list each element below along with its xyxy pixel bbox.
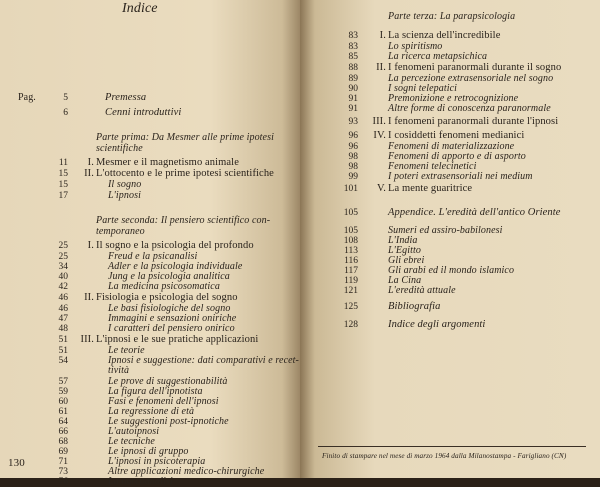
toc-entry-sub: Il sogno xyxy=(108,179,142,190)
toc-page-number: 93 xyxy=(348,117,358,127)
toc-page-number: 61 xyxy=(58,407,68,417)
toc-chapter-numeral: II. xyxy=(376,62,386,73)
toc-entry-sub: La ricerca metapsichica xyxy=(388,51,488,62)
toc-chapter-numeral: I. xyxy=(87,157,94,168)
toc-page-number: 90 xyxy=(348,84,358,94)
toc-page-number: 76 xyxy=(58,477,68,487)
toc-entry-sub: Sumeri ed assiro-babilonesi xyxy=(388,225,503,236)
toc-entry-section: Premessa xyxy=(105,92,147,103)
toc-entry-sub: Fenomeni di apporto e di asporto xyxy=(388,151,526,162)
toc-page-number: 83 xyxy=(348,42,358,52)
toc-entry-chapter: I cosiddetti fenomeni medianici xyxy=(388,130,525,141)
toc-page-number: 59 xyxy=(58,387,68,397)
toc-page-number: 68 xyxy=(58,437,68,447)
toc-entry-sub: L'eredità attuale xyxy=(388,285,456,296)
toc-page-number: 125 xyxy=(343,302,358,312)
toc-entry-sub: I poteri extrasensoriali nei medium xyxy=(388,171,533,182)
toc-page-number: 91 xyxy=(348,104,358,114)
toc-entry-sub: Freud e la psicanalisi xyxy=(108,251,198,262)
toc-entry-chapter: Mesmer e il magnetismo animale xyxy=(96,157,239,168)
toc-page-number: 64 xyxy=(58,417,68,427)
toc-entry-sub: L'India xyxy=(388,235,418,246)
toc-page-number: 85 xyxy=(348,52,358,62)
toc-page-number: 101 xyxy=(343,184,358,194)
toc-page-number: 71 xyxy=(58,457,68,467)
toc-chapter-numeral: IV. xyxy=(373,130,386,141)
toc-entry-sub: Le teorie xyxy=(108,345,145,356)
toc-page-number: 105 xyxy=(343,208,358,218)
toc-page-number: 113 xyxy=(344,246,358,256)
toc-entry-sub: L'Egitto xyxy=(388,245,421,256)
toc-page-number: 25 xyxy=(58,241,68,251)
toc-entry-part: Parte prima: Da Mesmer alle prime ipotesi xyxy=(96,132,274,143)
toc-page-number: 98 xyxy=(348,162,358,172)
toc-page-number: 15 xyxy=(58,169,68,179)
toc-entry-sub: Premonizione e retrocognizione xyxy=(388,93,519,104)
toc-entry-chapter: L'ipnosi e le sue pratiche applicazioni xyxy=(96,334,259,345)
toc-entry-part: scientifiche xyxy=(96,143,143,154)
index-title: Indice xyxy=(122,1,158,16)
toc-entry-sub: Gli arabi ed il mondo islamico xyxy=(388,265,515,276)
toc-page-number: 69 xyxy=(58,447,68,457)
toc-page-number: 96 xyxy=(348,142,358,152)
toc-entry-sub: Adler e la psicologia individuale xyxy=(108,261,243,272)
toc-entry-chapter: I fenomeni paranormali durante il sogno xyxy=(388,62,562,73)
toc-entry-sub: La Cina xyxy=(388,275,422,286)
toc-entry-sub: Le ipnosi di gruppo xyxy=(108,446,189,457)
colophon-rule xyxy=(318,446,586,447)
toc-page-number: 119 xyxy=(344,276,358,286)
toc-entry-sub: L'ipnosi xyxy=(108,190,141,201)
toc-entry-section: Bibliografia xyxy=(388,301,441,312)
toc-chapter-numeral: I. xyxy=(87,240,94,251)
toc-entry-part: Parte seconda: Il pensiero scientifico con- xyxy=(96,215,271,226)
toc-entry-sub: I caratteri del pensiero onirico xyxy=(108,323,235,334)
toc-page-number: 60 xyxy=(58,397,68,407)
toc-page-number: 73 xyxy=(58,467,68,477)
toc-entry-chapter: Fisiologia e psicologia del sogno xyxy=(96,292,238,303)
toc-page-number: 40 xyxy=(58,272,68,282)
toc-page-number: 121 xyxy=(343,286,358,296)
toc-page-number: 5 xyxy=(63,93,68,103)
toc-entry-sub: Fenomeni di materializzazione xyxy=(388,141,515,152)
toc-page-number: 96 xyxy=(348,131,358,141)
toc-entry-sub: tività xyxy=(108,365,130,376)
toc-entry-chapter: I fenomeni paranormali durante l'ipnosi xyxy=(388,116,559,127)
right-page xyxy=(300,0,600,478)
toc-page-number: 108 xyxy=(343,236,358,246)
toc-entry-sub: Fasi e fenomeni dell'ipnosi xyxy=(108,396,219,407)
toc-entry-sub: Lo spiritismo xyxy=(388,41,443,52)
toc-entry-chapter: Il sogno e la psicologia del profondo xyxy=(96,240,254,251)
toc-page-number: 15 xyxy=(58,180,68,190)
toc-page-number: 98 xyxy=(348,152,358,162)
toc-entry-sub: La regressione di età xyxy=(108,406,195,417)
toc-page-number: 57 xyxy=(58,377,68,387)
page-label: Pag. xyxy=(18,92,36,103)
toc-entry-sub: I sogni telepatici xyxy=(388,83,458,94)
toc-entry-sub: Altre applicazioni medico-chirurgiche xyxy=(108,466,265,477)
toc-page-number: 17 xyxy=(58,191,68,201)
toc-entry-chapter: L'ottocento e le prime ipotesi scientifiche xyxy=(96,168,274,179)
toc-entry-chapter: La scienza dell'incredibile xyxy=(388,30,501,41)
toc-page-number: 51 xyxy=(58,346,68,356)
toc-page-number: 11 xyxy=(58,158,68,168)
toc-chapter-numeral: III. xyxy=(80,334,94,345)
toc-entry-sub: Immagini e sensazioni oniriche xyxy=(108,313,237,324)
toc-chapter-numeral: II. xyxy=(84,292,94,303)
toc-entry-part: temporaneo xyxy=(96,226,145,237)
toc-page-number: 46 xyxy=(58,304,68,314)
toc-entry-sub: La narcoanalisi xyxy=(108,476,173,487)
toc-entry-sub: La medicina psicosomatica xyxy=(108,281,220,292)
toc-entry-sub: La figura dell'ipnotista xyxy=(108,386,203,397)
toc-entry-sub: Le suggestioni post-ipnotiche xyxy=(108,416,229,427)
toc-entry-sub: Le basi fisiologiche del sogno xyxy=(108,303,231,314)
toc-page-number: 128 xyxy=(343,320,358,330)
toc-page-number: 25 xyxy=(58,252,68,262)
toc-page-number: 46 xyxy=(58,293,68,303)
toc-page-number: 117 xyxy=(344,266,358,276)
toc-chapter-numeral: III. xyxy=(372,116,386,127)
toc-entry-section: Appendice. L'eredità dell'antico Oriente xyxy=(388,207,561,218)
toc-entry-sub: Gli ebrei xyxy=(388,255,425,266)
toc-entry-part: Parte terza: La parapsicologia xyxy=(388,11,516,22)
toc-chapter-numeral: I. xyxy=(379,30,386,41)
toc-entry-sub: L'ipnosi in psicoterapia xyxy=(108,456,206,467)
toc-entry-sub: Jung e la psicologia analitica xyxy=(108,271,230,282)
toc-page-number: 88 xyxy=(348,63,358,73)
toc-entry-sub: Le tecniche xyxy=(108,436,155,447)
toc-page-number: 6 xyxy=(63,108,68,118)
toc-entry-section: Indice degli argomenti xyxy=(388,319,486,330)
toc-entry-sub: Altre forme di conoscenza paranormale xyxy=(388,103,551,114)
toc-page-number: 47 xyxy=(58,314,68,324)
toc-page-number: 66 xyxy=(58,427,68,437)
toc-page-number: 51 xyxy=(58,335,68,345)
page-number: 130 xyxy=(8,457,25,469)
toc-entry-sub: L'autoipnosi xyxy=(108,426,160,437)
toc-entry-sub: Ipnosi e suggestione: dati comparativi e recet- xyxy=(108,355,299,366)
toc-entry-sub: Fenomeni telecinetici xyxy=(388,161,477,172)
toc-page-number: 54 xyxy=(58,356,68,366)
toc-chapter-numeral: II. xyxy=(84,168,94,179)
toc-chapter-numeral: V. xyxy=(376,183,386,194)
toc-entry-chapter: La mente guaritrice xyxy=(388,183,473,194)
toc-page-number: 105 xyxy=(343,226,358,236)
toc-page-number: 99 xyxy=(348,172,358,182)
toc-page-number: 34 xyxy=(58,262,68,272)
toc-page-number: 116 xyxy=(344,256,358,266)
toc-page-number: 89 xyxy=(348,74,358,84)
toc-page-number: 48 xyxy=(58,324,68,334)
toc-entry-section: Cenni introduttivi xyxy=(105,107,182,118)
colophon: Finito di stampare nel mese di marzo 1964 dalla Milanostampa - Farigliano (CN) xyxy=(322,452,567,460)
toc-page-number: 42 xyxy=(58,282,68,292)
toc-entry-sub: La percezione extrasensoriale nel sogno xyxy=(388,73,554,84)
toc-entry-sub: Le prove di suggestionabilità xyxy=(108,376,228,387)
toc-page-number: 91 xyxy=(348,94,358,104)
toc-page-number: 83 xyxy=(348,31,358,41)
